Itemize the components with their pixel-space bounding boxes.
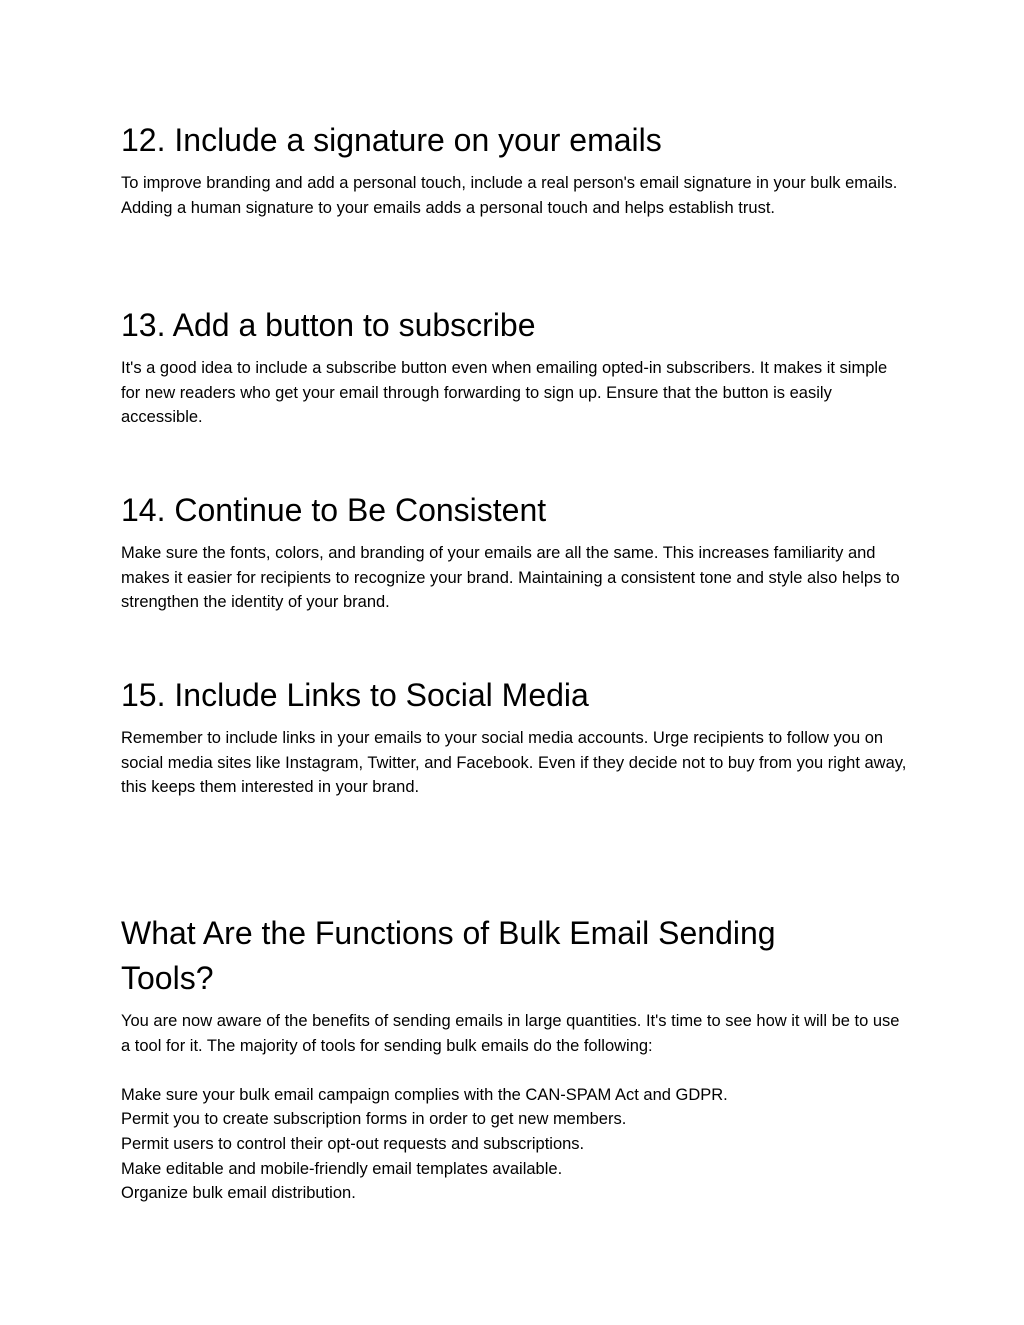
section-heading: 12. Include a signature on your emails — [121, 122, 662, 158]
section-body: To improve branding and add a personal touch, include a real person's email signature in your bulk emails. Adding a human signature to your emails adds a personal touch and helps establish trust. — [121, 174, 898, 217]
section-body: It's a good idea to include a subscribe button even when emailing opted-in subscribers. It makes it simple for new readers who get your email through forwarding to sign up. Ensure that the button is easily accessible. — [121, 359, 888, 427]
section-heading: 15. Include Links to Social Media — [121, 677, 589, 713]
section-body: Make sure the fonts, colors, and branding of your emails are all the same. This increases familiarity and makes it easier for recipients to recognize your brand. Maintaining a consistent tone and style also helps to strengthen the identity of your brand. — [121, 544, 900, 612]
section-13 — [121, 303, 911, 430]
functions-intro: You are now aware of the benefits of sending emails in large quantities. It's time to see how it will be to use a tool for it. The majority of tools for sending bulk emails do the following: — [121, 1012, 900, 1055]
section-body: Remember to include links in your emails to your social media accounts. Urge recipients to follow you on social media sites like Instagram, Twitter, and Facebook. Even if they decide not to buy from you right away, this keeps them interested in your brand. — [121, 729, 907, 797]
section-heading: 14. Continue to Be Consistent — [121, 492, 547, 528]
functions-list — [121, 1083, 911, 1206]
functions-heading: What Are the Functions of Bulk Email Sending Tools? — [121, 915, 776, 996]
section-14 — [121, 488, 911, 615]
section-heading: 13. Add a button to subscribe — [121, 307, 536, 343]
list-item: Permit you to create subscription forms in order to get new members. — [121, 1110, 627, 1129]
section-15 — [121, 673, 911, 800]
list-item: Organize bulk email distribution. — [121, 1184, 356, 1203]
list-item: Permit users to control their opt-out requests and subscriptions. — [121, 1134, 585, 1153]
list-item: Make sure your bulk email campaign complies with the CAN-SPAM Act and GDPR. — [121, 1085, 728, 1104]
section-12 — [121, 118, 911, 220]
section-functions — [121, 911, 900, 1206]
list-item: Make editable and mobile-friendly email templates available. — [121, 1159, 563, 1178]
